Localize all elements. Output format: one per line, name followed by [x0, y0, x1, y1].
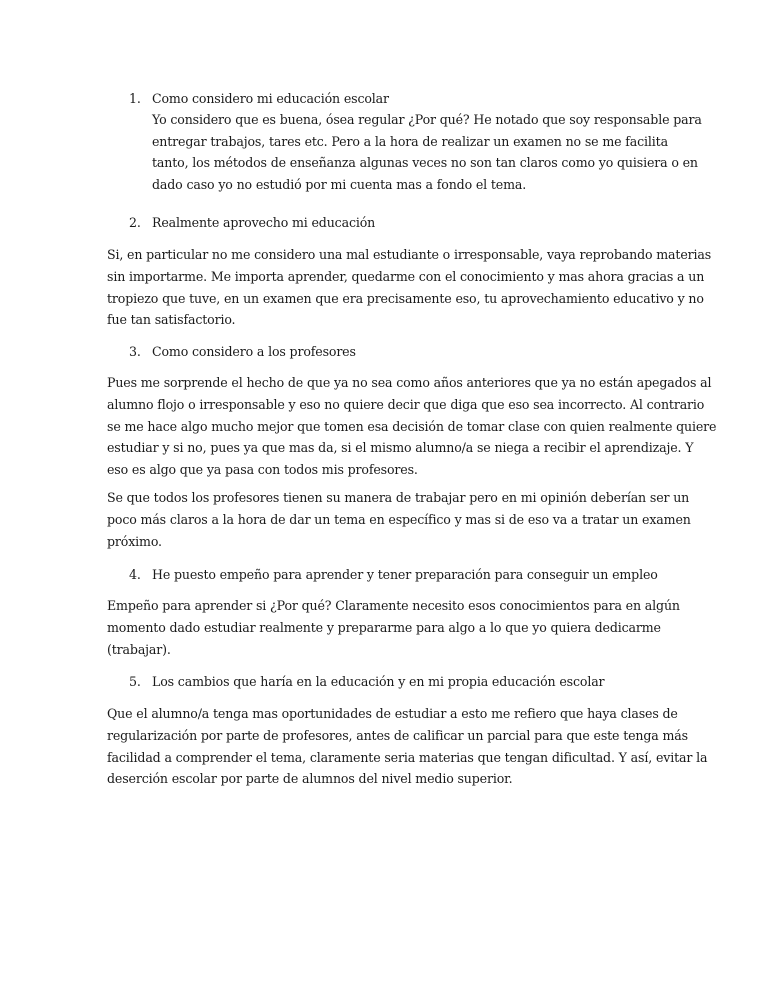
paragraph-line: alumno flojo o irresponsable y eso no quiere decir que diga que eso sea incorrecto. Al contrario — [107, 396, 705, 412]
question-4-number: 4. — [129, 567, 141, 582]
question-1-text: Como considero mi educación escolar — [152, 91, 389, 106]
paragraph-line: deserción escolar por parte de alumnos del nivel medio superior. — [107, 771, 513, 787]
question-2-number: 2. — [129, 215, 141, 230]
answer-5-paragraph-1 — [107, 703, 708, 790]
paragraph-line: sin importarme. Me importa aprender, quedarme con el conocimiento y mas ahora gracias a un — [107, 268, 705, 284]
paragraph-line: próximo. — [107, 533, 162, 549]
answer-1-line: Yo considero que es buena, ósea regular ¿Por qué? He notado que soy responsable para — [152, 112, 702, 127]
paragraph-line: Si, en particular no me considero una mal estudiante o irresponsable, vaya reprobando materias — [107, 247, 712, 262]
paragraph-line: Se que todos los profesores tienen su manera de trabajar pero en mi opinión deberían ser un — [107, 490, 690, 505]
answer-1-line: dado caso yo no estudió por mi cuenta mas a fondo el tema. — [152, 176, 527, 192]
paragraph-line: regularización por parte de profesores, antes de calificar un parcial para que este tenga más — [107, 727, 688, 743]
answer-4-paragraph-1 — [107, 595, 680, 660]
paragraph-line: estudiar y si no, pues ya que mas da, si el mismo alumno/a se niega a recibir el aprendizaje. Y — [107, 440, 694, 456]
answer-1 — [152, 109, 702, 195]
paragraph-line: tropiezo que tuve, en un examen que era precisamente eso, tu aprovechamiento educativo y no — [107, 290, 704, 306]
paragraph-line: Empeño para aprender si ¿Por qué? Claramente necesito esos conocimientos para en algún — [107, 598, 680, 613]
paragraph-line: Pues me sorprende el hecho de que ya no sea como años anteriores que ya no están apegados al — [107, 375, 712, 390]
question-5-text: Los cambios que haría en la educación y en mi propia educación escolar — [152, 674, 605, 689]
question-3 — [129, 341, 689, 363]
answer-3-paragraph-1 — [107, 372, 717, 481]
paragraph-line: Que el alumno/a tenga mas oportunidades de estudiar a esto me refiero que haya clases de — [107, 706, 678, 721]
answer-2-paragraph-1 — [107, 244, 712, 331]
question-3-number: 3. — [129, 344, 141, 359]
answer-3-paragraph-2 — [107, 487, 691, 552]
question-2-text: Realmente aprovecho mi educación — [152, 215, 376, 230]
answer-1-line: entregar trabajos, tares etc. Pero a la hora de realizar un examen no se me facilita — [152, 133, 668, 149]
paragraph-line: fue tan satisfactorio. — [107, 312, 236, 328]
question-5 — [129, 671, 689, 693]
question-3-text: Como considero a los profesores — [152, 344, 356, 359]
question-1 — [129, 88, 689, 110]
paragraph-line: eso es algo que ya pasa con todos mis profesores. — [107, 462, 418, 478]
paragraph-line: se me hace algo mucho mejor que tomen esa decisión de tomar clase con quien realmente quiere — [107, 418, 717, 434]
answer-1-line: tanto, los métodos de enseñanza algunas veces no son tan claros como yo quisiera o en — [152, 155, 698, 170]
question-2 — [129, 212, 689, 234]
paragraph-line: momento dado estudiar realmente y prepararme para algo a lo que yo quiera dedicarme — [107, 619, 661, 635]
question-4-text: He puesto empeño para aprender y tener preparación para conseguir un empleo — [152, 567, 658, 582]
paragraph-line: facilidad a comprender el tema, claramente seria materias que tengan dificultad. Y así, evitar la — [107, 749, 708, 765]
question-5-number: 5. — [129, 674, 141, 689]
paragraph-line: (trabajar). — [107, 641, 171, 657]
paragraph-line: poco más claros a la hora de dar un tema en específico y mas si de eso va a tratar un examen — [107, 511, 691, 527]
question-4 — [129, 564, 689, 586]
question-1-number: 1. — [129, 91, 141, 106]
